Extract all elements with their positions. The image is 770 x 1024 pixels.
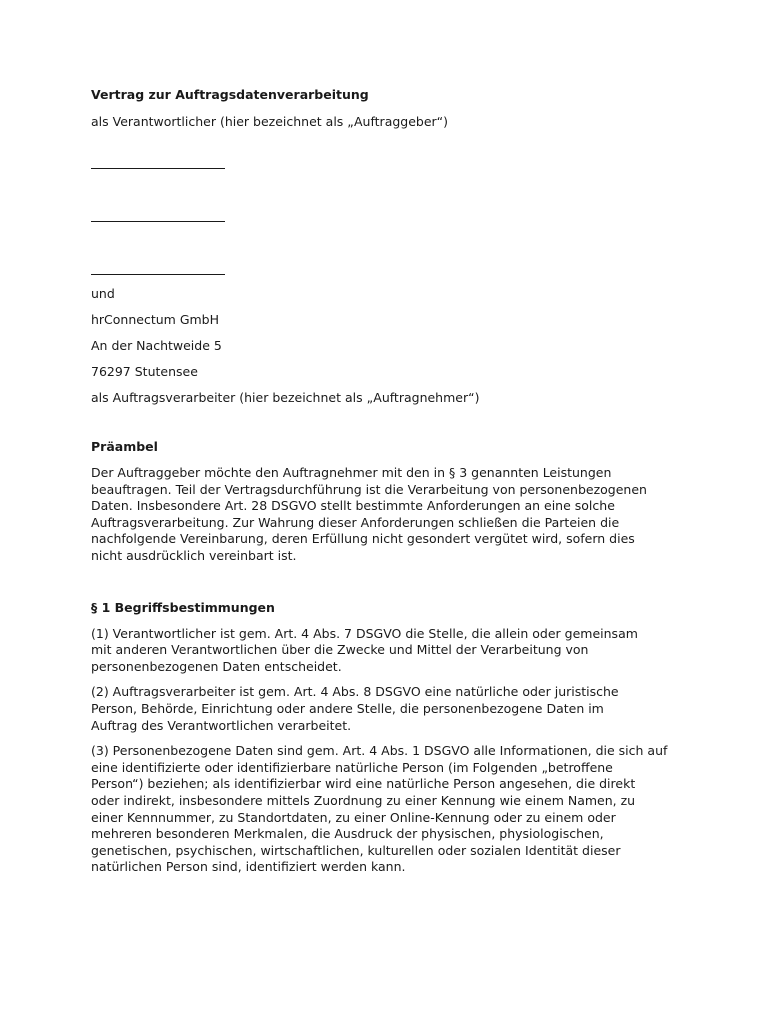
contractor-street: An der Nachtweide 5 [91,338,222,353]
section-1-paragraph-2: (2) Auftragsverarbeiter ist gem. Art. 4 Abs. 8 DSGVO eine natürliche oder juristische Person, Behörde, Einrichtung oder andere Stelle, die personenbezogene Daten im Auftrag des Verantwortlichen verarbeitet. [91,684,619,733]
client-role-text: als Verantwortlicher (hier bezeichnet als „Auftraggeber“) [91,114,449,129]
document-page [91,86,691,876]
contractor-city: 76297 Stutensee [91,364,198,379]
signature-line-3 [91,274,225,275]
preamble-heading: Präambel [91,439,158,454]
section-1-paragraph-3: (3) Personenbezogene Daten sind gem. Art. 4 Abs. 1 DSGVO alle Informationen, die sich auf eine identifizierte oder identifizierbare natürliche Person (im Folgenden „betroffene Person“) beziehen; als identifizierbar wird eine natürliche Person angesehen, die direkt oder indirekt, insbesondere mittels Zuordnung zu einer Kennung wie einem Namen, zu einer Kennnummer, zu Standortdaten, zu einer Online-Kennung oder zu einem oder mehreren besonderen Merkmalen, die Ausdruck der physischen, physiologischen, genetischen, psychischen, wirtschaftlichen, kulturellen oder sozialen Identität dieser natürlichen Person sind, identifiziert werden kann. [91,743,668,875]
contractor-role: als Auftragsverarbeiter (hier bezeichnet als „Auftragnehmer“) [91,390,480,405]
section-1-heading: § 1 Begriffsbestimmungen [91,599,275,615]
signature-line-2 [91,221,225,222]
section-1-paragraph-1: (1) Verantwortlicher ist gem. Art. 4 Abs. 7 DSGVO die Stelle, die allein oder gemeinsam mit anderen Verantwortlichen über die Zwecke und Mittel der Verarbeitung von personenbezogenen Daten entscheidet. [91,625,638,674]
signature-line-1 [91,168,225,169]
and-text: und [91,286,115,301]
contractor-name: hrConnectum GmbH [91,312,220,327]
document-title: Vertrag zur Auftragsdatenverarbeitung [91,87,369,102]
preamble-text: Der Auftraggeber möchte den Auftragnehmer mit den in § 3 genannten Leistungen beauftragen. Teil der Vertragsdurchführung ist die Verarbeitung von personenbezogenen Daten. Insbesondere Art. 28 DSGVO stellt bestimmte Anforderungen an eine solche Auftragsverarbeitung. Zur Wahrung dieser Anforderungen schließen die Parteien die nachfolgende Vereinbarung, deren Erfüllung nicht gesondert vergütet wird, sofern dies nicht ausdrücklich vereinbart ist. [91,465,647,563]
